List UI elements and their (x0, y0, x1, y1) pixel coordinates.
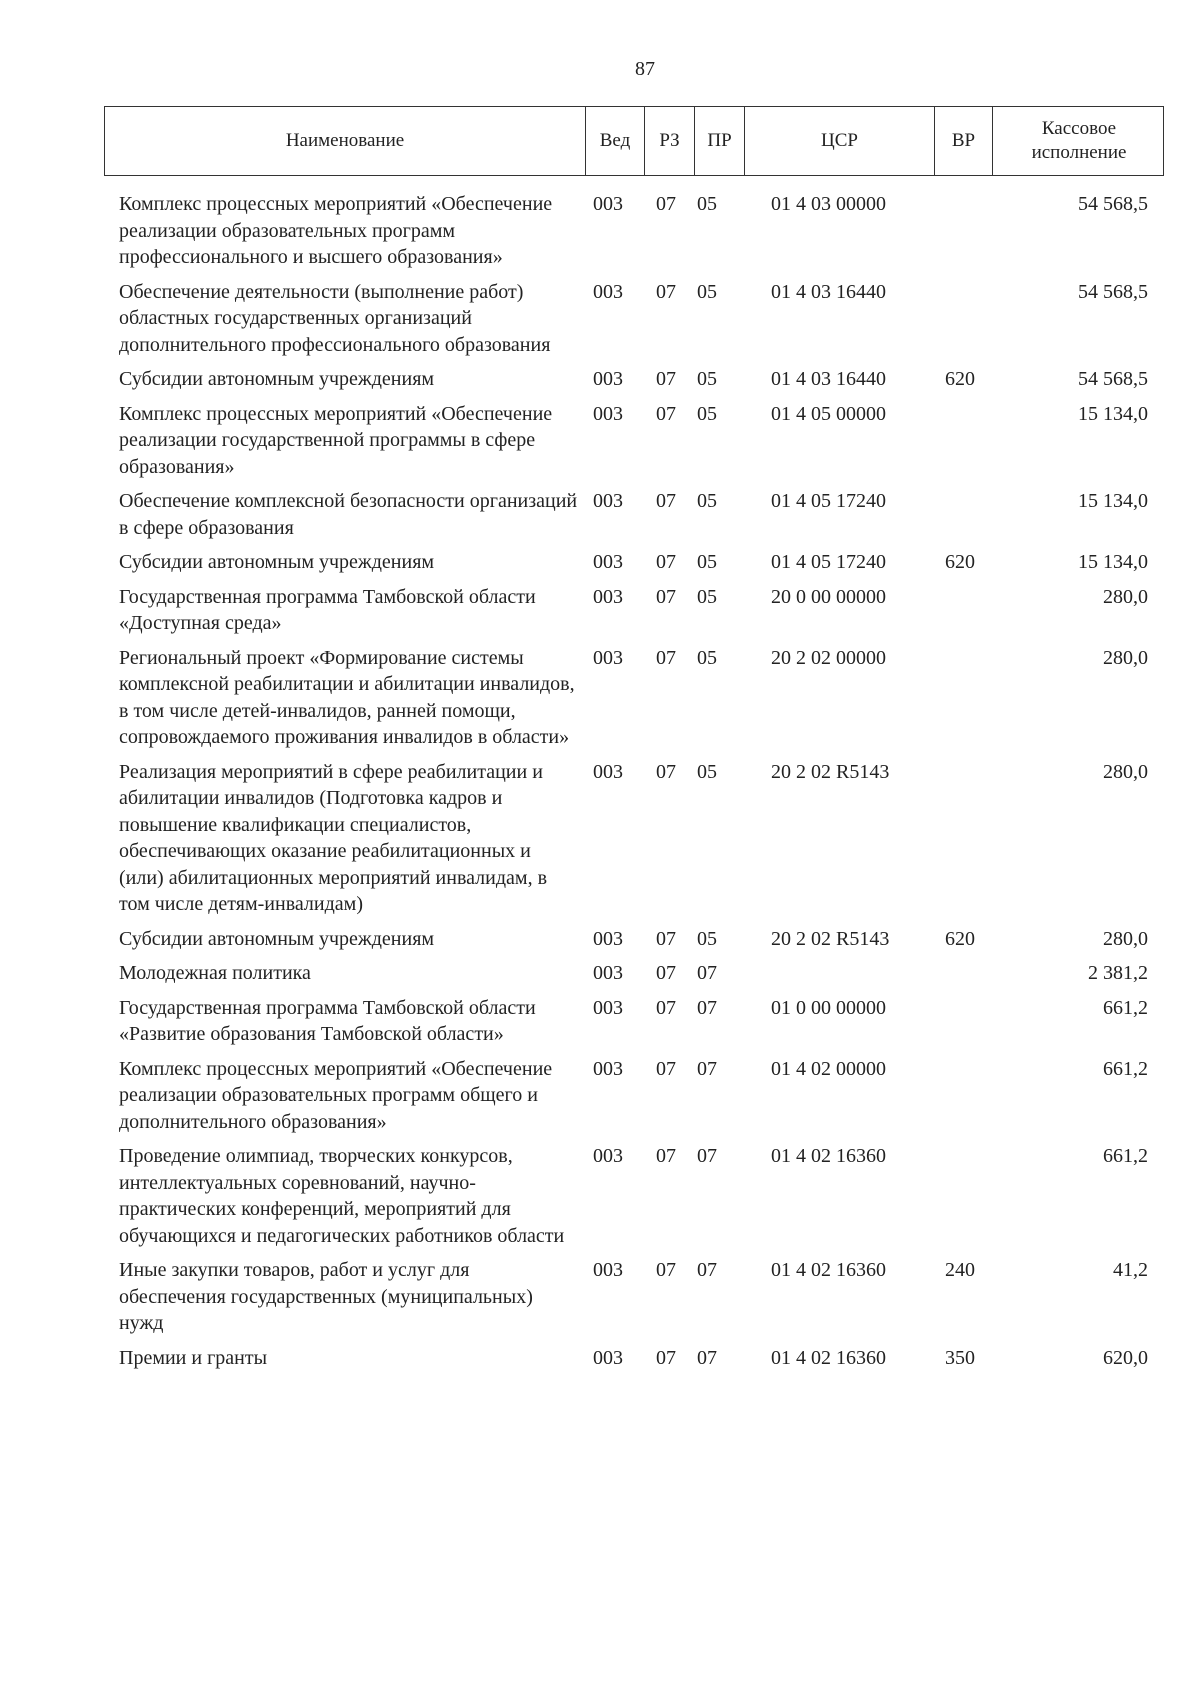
row-sum: 661,2 (1103, 1145, 1148, 1167)
header-sum: Кассовое исполнение (992, 107, 1165, 175)
row-name: Субсидии автономным учреждениям (119, 551, 435, 573)
row-name: Субсидии автономным учреждениям (119, 368, 435, 390)
row-name: Реализация мероприятий в сфере реабилитации и абилитации инвалидов (Подготовка кадров и повышение квалификации специалистов, обеспечивающих оказание реабилитационных и (или) абилитационных мероприятий инвалидам, в том числе детям-инвалидам) (119, 760, 548, 915)
row-ved: 003 (593, 962, 623, 984)
row-csr: 01 0 00 00000 (771, 996, 886, 1019)
row-ved: 003 (593, 646, 623, 669)
row-csr: 01 4 02 16360 (771, 1346, 886, 1369)
table-body (104, 176, 1164, 1379)
row-sum: 280,0 (1103, 760, 1148, 783)
header-csr: ЦСР (744, 107, 934, 175)
row-csr: 20 2 02 00000 (771, 646, 886, 669)
header-rz: РЗ (644, 107, 694, 175)
row-vr: 620 (945, 368, 975, 390)
row-pr: 05 (697, 490, 717, 512)
row-name: Обеспечение комплексной безопасности организаций в сфере образования (119, 490, 578, 539)
row-ved: 003 (593, 280, 623, 303)
table-row (104, 549, 1164, 584)
row-sum: 280,0 (1103, 585, 1148, 608)
row-sum: 54 568,5 (1078, 280, 1148, 303)
row-ved: 003 (593, 551, 623, 573)
row-csr: 01 4 02 00000 (771, 1057, 886, 1080)
row-csr: 01 4 05 17240 (771, 551, 886, 573)
row-name: Проведение олимпиад, творческих конкурсов, интеллектуальных соревнований, научно-практических конференций, мероприятий для обучающихся и педагогических работников области (119, 1145, 565, 1247)
row-rz: 07 (656, 1346, 676, 1369)
table-row (104, 401, 1164, 489)
row-name: Комплекс процессных мероприятий «Обеспечение реализации государственной программы в сфере образования» (119, 402, 553, 478)
row-csr: 01 4 03 00000 (771, 193, 886, 215)
table-row (104, 279, 1164, 367)
row-ved: 003 (593, 193, 623, 215)
row-rz: 07 (656, 402, 676, 425)
row-ved: 003 (593, 1057, 623, 1080)
table-row (104, 1056, 1164, 1144)
header-pr: ПР (694, 107, 744, 175)
table-row (104, 488, 1164, 549)
row-rz: 07 (656, 760, 676, 783)
row-pr: 05 (697, 193, 717, 215)
row-sum: 661,2 (1103, 1057, 1148, 1080)
row-name: Премии и гранты (119, 1346, 268, 1369)
row-csr: 20 2 02 R5143 (771, 760, 890, 783)
row-pr: 07 (697, 962, 717, 984)
row-sum: 15 134,0 (1078, 490, 1148, 512)
row-name: Государственная программа Тамбовской области «Развитие образования Тамбовской области» (119, 996, 536, 1045)
table-row (104, 960, 1164, 995)
row-rz: 07 (656, 1057, 676, 1080)
row-pr: 07 (697, 996, 717, 1019)
row-sum: 54 568,5 (1078, 368, 1148, 390)
row-csr: 20 0 00 00000 (771, 585, 886, 608)
header-ved: Вед (585, 107, 644, 175)
row-sum: 280,0 (1103, 927, 1148, 950)
row-ved: 003 (593, 927, 623, 950)
table-row (104, 995, 1164, 1056)
row-rz: 07 (656, 490, 676, 512)
row-pr: 05 (697, 646, 717, 669)
row-rz: 07 (656, 368, 676, 390)
table-row (104, 926, 1164, 961)
table-row (104, 191, 1164, 279)
row-name: Комплекс процессных мероприятий «Обеспечение реализации образовательных программ профессионального и высшего образования» (119, 193, 553, 268)
row-csr: 01 4 03 16440 (771, 368, 886, 390)
row-name: Государственная программа Тамбовской области «Доступная среда» (119, 585, 536, 634)
row-rz: 07 (656, 1259, 676, 1281)
row-pr: 05 (697, 927, 717, 950)
row-sum: 15 134,0 (1078, 551, 1148, 573)
row-name: Молодежная политика (119, 962, 311, 984)
row-pr: 07 (697, 1057, 717, 1080)
row-name: Субсидии автономным учреждениям (119, 927, 435, 950)
row-pr: 05 (697, 551, 717, 573)
row-vr: 240 (945, 1259, 975, 1281)
table-row (104, 1345, 1164, 1380)
row-sum: 2 381,2 (1088, 962, 1148, 984)
row-name: Комплекс процессных мероприятий «Обеспечение реализации образовательных программ общего и дополнительного образования» (119, 1057, 553, 1133)
row-csr: 01 4 03 16440 (771, 280, 886, 303)
row-ved: 003 (593, 368, 623, 390)
table-row (104, 1143, 1164, 1257)
row-ved: 003 (593, 1259, 623, 1281)
row-sum: 280,0 (1103, 646, 1148, 669)
row-vr: 350 (945, 1346, 975, 1369)
table-row (104, 759, 1164, 926)
row-name: Региональный проект «Формирование системы комплексной реабилитации и абилитации инвалидов, в том числе детей-инвалидов, ранней помощи, сопровождаемого проживания инвалидов в области» (119, 646, 575, 748)
row-csr: 01 4 05 00000 (771, 402, 886, 425)
row-rz: 07 (656, 585, 676, 608)
row-pr: 05 (697, 402, 717, 425)
row-ved: 003 (593, 760, 623, 783)
table-header (104, 106, 1164, 176)
row-pr: 05 (697, 280, 717, 303)
row-name: Обеспечение деятельности (выполнение работ) областных государственных организаций дополнительного профессионального образования (119, 280, 551, 356)
row-ved: 003 (593, 1145, 623, 1167)
row-ved: 003 (593, 585, 623, 608)
row-vr: 620 (945, 551, 975, 573)
row-csr: 01 4 02 16360 (771, 1259, 886, 1281)
page-number: 87 (635, 58, 655, 80)
table-row (104, 366, 1164, 401)
header-vr: ВР (934, 107, 992, 175)
row-rz: 07 (656, 551, 676, 573)
row-ved: 003 (593, 402, 623, 425)
table-row (104, 1257, 1164, 1345)
row-ved: 003 (593, 490, 623, 512)
row-name: Иные закупки товаров, работ и услуг для обеспечения государственных (муниципальных) нужд (119, 1259, 533, 1334)
table-row (104, 584, 1164, 645)
row-sum: 661,2 (1103, 996, 1148, 1019)
row-pr: 05 (697, 760, 717, 783)
row-pr: 07 (697, 1145, 717, 1167)
header-name: Наименование (285, 130, 405, 151)
row-csr: 20 2 02 R5143 (771, 927, 890, 950)
row-pr: 07 (697, 1259, 717, 1281)
row-rz: 07 (656, 193, 676, 215)
row-ved: 003 (593, 996, 623, 1019)
row-pr: 05 (697, 368, 717, 390)
row-csr: 01 4 02 16360 (771, 1145, 886, 1167)
row-rz: 07 (656, 996, 676, 1019)
table-row (104, 645, 1164, 759)
row-rz: 07 (656, 1145, 676, 1167)
row-sum: 41,2 (1113, 1259, 1148, 1281)
row-sum: 620,0 (1103, 1346, 1148, 1369)
row-pr: 07 (697, 1346, 717, 1369)
row-rz: 07 (656, 927, 676, 950)
row-rz: 07 (656, 646, 676, 669)
row-vr: 620 (945, 927, 975, 950)
row-ved: 003 (593, 1346, 623, 1369)
row-sum: 54 568,5 (1078, 193, 1148, 215)
budget-table (104, 106, 1164, 1379)
row-sum: 15 134,0 (1078, 402, 1148, 425)
row-rz: 07 (656, 280, 676, 303)
row-pr: 05 (697, 585, 717, 608)
row-csr: 01 4 05 17240 (771, 490, 886, 512)
row-rz: 07 (656, 962, 676, 984)
